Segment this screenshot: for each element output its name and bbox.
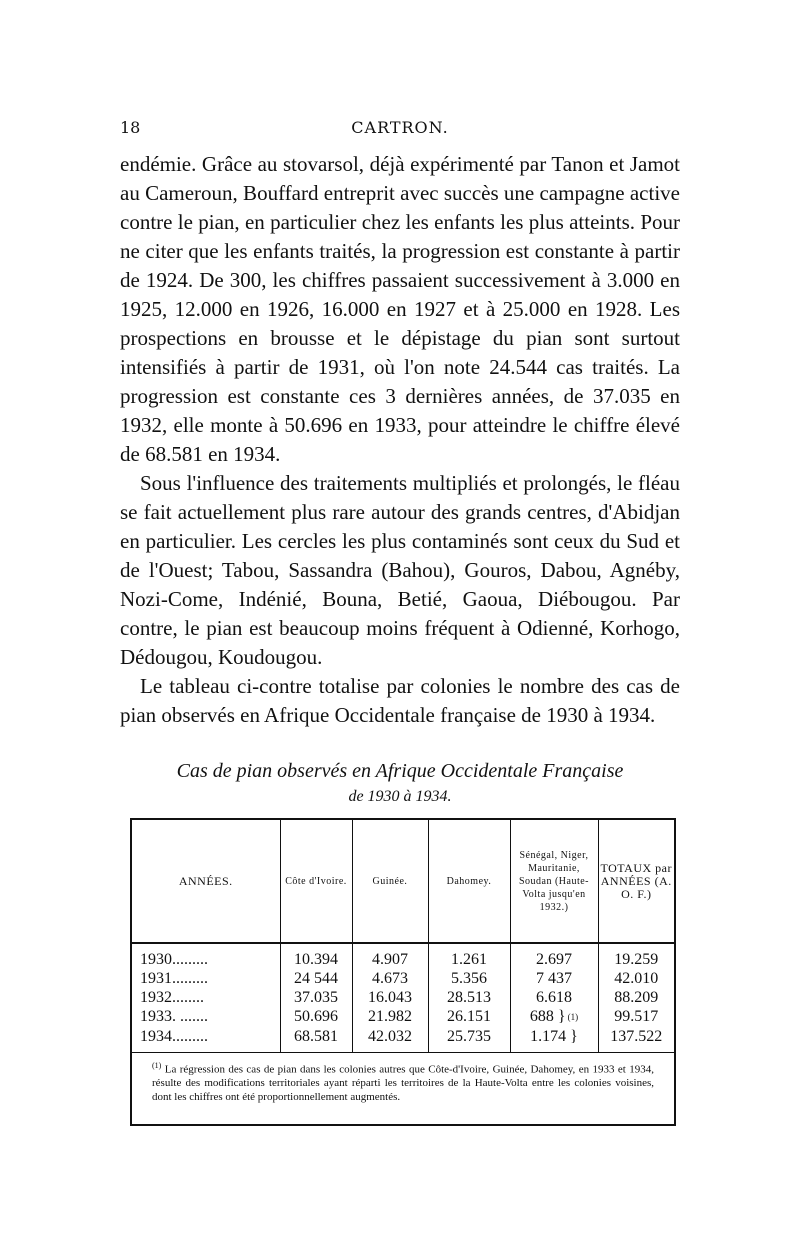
cell-senegal — [510, 988, 598, 1007]
cell-senegal-value: 7 437 — [536, 970, 572, 987]
header-totaux: TOTAUX par ANNÉES (A. O. F.) — [598, 820, 674, 943]
header-dahomey: Dahomey. — [428, 820, 510, 943]
cell-totaux: 42.010 — [614, 970, 659, 987]
cell-senegal — [510, 1007, 598, 1027]
cell-totaux: 19.259 — [614, 951, 659, 968]
cell-year: 1930......... — [132, 943, 280, 969]
cell-senegal — [510, 1027, 598, 1053]
page-header — [120, 118, 680, 142]
cell-dahomey: 1.261 — [428, 943, 510, 969]
caption-title: Cas de pian observés en Afrique Occidentale Française — [176, 760, 624, 782]
cell-senegal-value: 2.697 — [536, 951, 572, 968]
header-cote-ivoire: Côte d'Ivoire. — [280, 820, 352, 943]
cell-cote: 68.581 — [280, 1027, 352, 1053]
paragraph: Le tableau ci-contre totalise par colonies le nombre des cas de pian observés en Afrique Occidentale française de 1930 à 1934. — [120, 674, 680, 727]
data-table — [132, 820, 674, 1053]
cell-dahomey: 26.151 — [428, 1007, 510, 1027]
header-senegal: Sénégal, Niger, Mauritanie, Soudan (Haute-Volta jusqu'en 1932.) — [510, 820, 598, 943]
cell-senegal — [510, 969, 598, 988]
cell-cote: 37.035 — [280, 988, 352, 1007]
cell-senegal-value: 6.618 — [536, 989, 572, 1006]
caption-subtitle: de 1930 à 1934. — [348, 788, 452, 805]
data-table-box — [130, 818, 676, 1126]
footnote-marker: (1) — [567, 1011, 579, 1022]
cell-senegal — [510, 943, 598, 969]
table-row — [132, 1007, 674, 1027]
page-number: 18 — [120, 118, 141, 137]
table-header-row — [132, 820, 674, 943]
cell-year: 1934......... — [132, 1027, 280, 1053]
cell-cote: 24 544 — [280, 969, 352, 988]
cell-guinee: 21.982 — [352, 1007, 428, 1027]
table-row — [132, 969, 674, 988]
table-row — [132, 988, 674, 1007]
paragraph: Sous l'influence des traitements multipliés et prolongés, le fléau se fait actuellement plus rare autour des grands centres, d'Abidjan en particulier. Les cercles les plus contaminés sont ceux du Sud et de l'Ouest; Tabou, Sassandra (Bahou), Gouros, Dabou, Agnéby, Nozi-Come, Indénié, Bouna, Betié, Gaoua, Diébougou. Par contre, le pian est beaucoup moins fréquent à Odienné, Korhogo, Dédougou, Koudougou. — [120, 471, 680, 669]
cell-senegal-value: 688 } — [529, 1008, 566, 1025]
cell-guinee: 16.043 — [352, 988, 428, 1007]
table-footnote — [132, 1053, 674, 1105]
cell-year: 1931......... — [132, 969, 280, 988]
cell-senegal-value: 1.174 } — [530, 1027, 578, 1045]
cell-cote: 10.394 — [280, 943, 352, 969]
footnote-text: La régression des cas de pian dans les colonies autres que Côte-d'Ivoire, Guinée, Dahomey, en 1933 et 1934, résulte des modifications territoriales ayant réparti les territoires de la Haute-Volta entre les colonies voisines, dont les chiffres ont été proportionnellement augmentés. — [152, 1063, 654, 1104]
footnote-mark: (1) — [152, 1060, 162, 1070]
cell-dahomey: 28.513 — [428, 988, 510, 1007]
header-guinee: Guinée. — [352, 820, 428, 943]
cell-cote: 50.696 — [280, 1007, 352, 1027]
cell-guinee: 4.907 — [352, 943, 428, 969]
header-annees: ANNÉES. — [132, 820, 280, 943]
cell-guinee: 42.032 — [352, 1027, 428, 1053]
cell-guinee: 4.673 — [352, 969, 428, 988]
cell-totaux: 137.522 — [598, 1027, 674, 1053]
table-caption — [120, 758, 680, 810]
table-row — [132, 1027, 674, 1053]
table-row — [132, 943, 674, 969]
cell-year: 1933. ....... — [132, 1007, 280, 1027]
cell-dahomey: 25.735 — [428, 1027, 510, 1053]
cell-dahomey: 5.356 — [428, 969, 510, 988]
cell-year: 1932........ — [132, 988, 280, 1007]
cell-totaux: 88.209 — [614, 989, 659, 1006]
running-head: CARTRON. — [351, 118, 449, 137]
body-text — [120, 150, 680, 730]
paragraph: endémie. Grâce au stovarsol, déjà expérimenté par Tanon et Jamot au Cameroun, Bouffard entreprit avec succès une campagne active contre le pian, en particulier chez les enfants les plus atteints. Pour ne citer que les enfants traités, la progression est constante à partir de 1924. De 300, les chiffres passaient successivement à 3.000 en 1925, 12.000 en 1926, 16.000 en 1927 et à 25.000 en 1928. Les prospections en brousse et le dépistage du pian sont surtout intensifiés à partir de 1931, où l'on note 24.544 cas traités. La progression est constante ces 3 dernières années, de 37.035 en 1932, elle monte à 50.696 en 1933, pour atteindre le chiffre élevé de 68.581 en 1934. — [120, 152, 680, 466]
cell-totaux: 99.517 — [614, 1008, 659, 1026]
